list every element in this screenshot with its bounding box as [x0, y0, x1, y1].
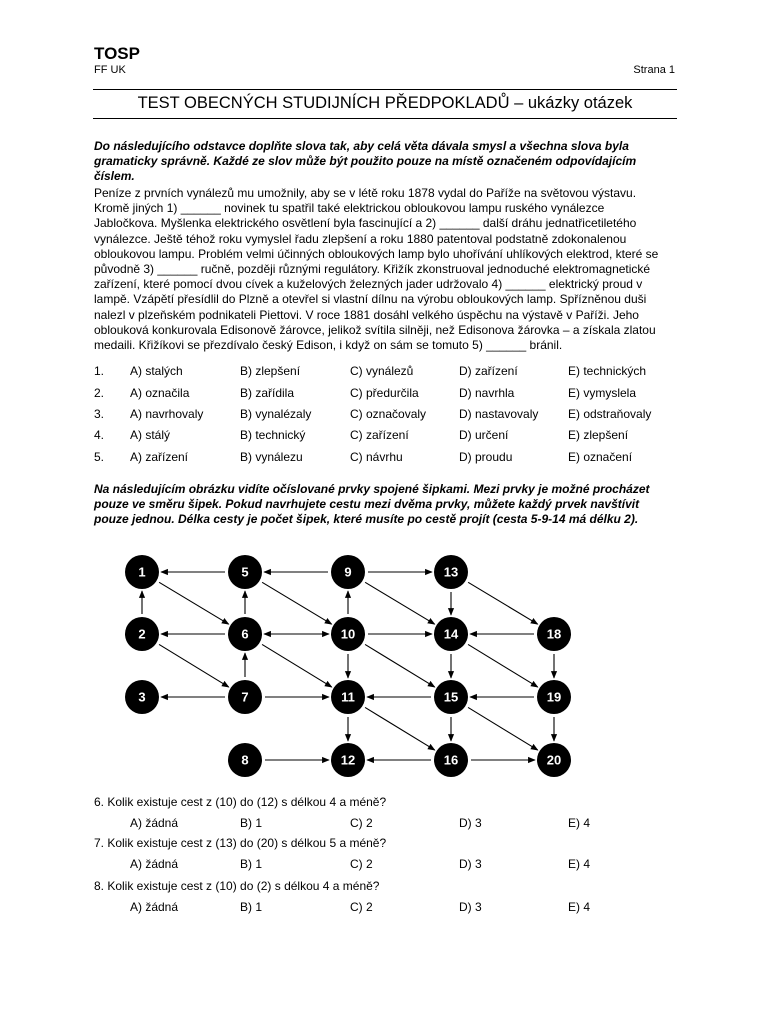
graph-node-1 — [125, 555, 159, 589]
option-e: E) označení — [568, 450, 633, 464]
option-d: D) 3 — [459, 816, 482, 830]
arrow-13-to-18 — [468, 582, 538, 624]
option-c: C) označovaly — [350, 407, 427, 421]
logo-text: TOSP — [94, 44, 140, 63]
option-b: B) 1 — [240, 816, 263, 830]
option-a: A) zařízení — [130, 450, 189, 464]
option-e: E) 4 — [568, 857, 591, 871]
option-d: D) nastavovaly — [459, 407, 539, 421]
row-number: 4. — [94, 428, 105, 442]
graph-node-3 — [125, 680, 159, 714]
option-b: B) technický — [240, 428, 306, 442]
arrow-9-to-14 — [365, 582, 435, 624]
section2-instruction: Na následujícím obrázku vidíte očíslované prvky spojené šipkami. Mezi prvky je možné procházet pouze ve směru šipek. Pokud navrhujete cestu mezi dvěma prvky, můžete každý prvek navštívit pouze jednou. Délka cesty je počet šipek, které musíte po cestě projít (cesta 5-9-14 má délku 2). — [94, 482, 650, 526]
node-label: 15 — [443, 689, 459, 705]
question-6: 6. Kolik existuje cest z (10) do (12) s délkou 4 a méně? — [94, 795, 387, 809]
option-b: B) zlepšení — [240, 364, 301, 378]
option-e: E) vymyslela — [568, 386, 637, 400]
option-a: A) stalých — [130, 364, 183, 378]
node-label: 7 — [241, 689, 249, 705]
option-a: A) žádná — [130, 857, 179, 871]
node-label: 14 — [443, 626, 459, 642]
row-number: 5. — [94, 450, 105, 464]
option-a: A) žádná — [130, 900, 179, 914]
option-a: A) stálý — [130, 428, 171, 442]
option-b: B) 1 — [240, 900, 263, 914]
node-label: 1 — [138, 564, 146, 580]
graph-node-2 — [125, 617, 159, 651]
option-a: A) žádná — [130, 816, 179, 830]
option-e: E) odstraňovaly — [568, 407, 652, 421]
arrow-6-to-11 — [262, 644, 332, 687]
node-label: 5 — [241, 564, 249, 580]
node-label: 8 — [241, 752, 249, 768]
node-label: 6 — [241, 626, 249, 642]
graph-node-9 — [331, 555, 365, 589]
graph-node-14 — [434, 617, 468, 651]
graph-node-20 — [537, 743, 571, 777]
graph-node-10 — [331, 617, 365, 651]
graph-edges — [142, 572, 554, 760]
option-c: C) vynálezů — [350, 364, 414, 378]
option-c: C) předurčila — [350, 386, 419, 400]
graph-node-13 — [434, 555, 468, 589]
option-c: C) zařízení — [350, 428, 409, 442]
section1-paragraph: Peníze z prvních vynálezů mu umožnily, aby se v létě roku 1878 vydal do Paříže na světovou výstavu. Kromě jiných 1) ______ novinek tu spatřil také elektrickou obloukovou lampu ruského vynálezce Jabločkova. Myšlenka elektrického osvětlení byla fascinující a 2) ______ další dráhu jednatřicetiletého vynálezce. Ještě téhož roku vymyslel řadu zlepšení a roku 1880 patentoval podstatně zdokonalenou obloukovou lampu. Problém velmi účinných obloukových lamp bylo uhořívání uhlíkových elektrod, které se původně 3) ______ ručně, později různými regulátory. Křižík zkonstruoval jednoduché elektromagnetické zařízení, které pomocí dvou cívek a kuželových železných jader udržovalo 4) ______ elektrický proud v lampě. Vzápětí přesídlil do Plzně a otevřel si vlastní dílnu na výrobu obloukových lamp. Spřízněnou duši nalezl v plzeňském podnikateli Piettovi. V roce 1881 dosáhl velkého úspěchu na výstavě v Paříži. Jeho oblouková konkurovala Edisonově žárovce, jelikož svítila silněji, než Edisonova žárovka – a získala zlatou medaili. Křižíkovi se přezdívalo český Edison, i když on sám se tomuto 5) ______ bránil. — [94, 186, 659, 353]
option-d: D) určení — [459, 428, 509, 442]
node-label: 2 — [138, 626, 146, 642]
graph-node-12 — [331, 743, 365, 777]
arrow-15-to-20 — [468, 707, 538, 750]
option-c: C) návrhu — [350, 450, 403, 464]
arrow-1-to-6 — [159, 582, 229, 624]
graph-node-8 — [228, 743, 262, 777]
arrow-14-to-19 — [468, 644, 538, 687]
row-number: 1. — [94, 364, 105, 378]
faculty-label: FF UK — [94, 64, 126, 76]
node-label: 20 — [546, 752, 562, 768]
question-7: 7. Kolik existuje cest z (13) do (20) s délkou 5 a méně? — [94, 836, 387, 850]
option-d: D) navrhla — [459, 386, 515, 400]
row-number: 2. — [94, 386, 105, 400]
graph-node-11 — [331, 680, 365, 714]
graph-node-18 — [537, 617, 571, 651]
graph-node-7 — [228, 680, 262, 714]
option-d: D) 3 — [459, 857, 482, 871]
arrow-2-to-7 — [159, 644, 229, 687]
graph-node-16 — [434, 743, 468, 777]
node-label: 16 — [443, 752, 459, 768]
option-d: D) proudu — [459, 450, 513, 464]
graph-node-6 — [228, 617, 262, 651]
option-b: B) vynálezu — [240, 450, 303, 464]
node-label: 3 — [138, 689, 146, 705]
row-number: 3. — [94, 407, 105, 421]
node-label: 13 — [443, 564, 459, 580]
option-d: D) 3 — [459, 900, 482, 914]
node-label: 11 — [341, 689, 355, 705]
arrow-10-to-15 — [365, 644, 435, 687]
section1-instruction: Do následujícího odstavce doplňte slova tak, aby celá věta dávala smysl a všechna slova byla gramaticky správně. Každé ze slov může být použito pouze na místě označeném odpovídajícím číslem. — [94, 139, 637, 183]
graph-node-19 — [537, 680, 571, 714]
option-a: A) navrhovaly — [130, 407, 204, 421]
option-e: E) zlepšení — [568, 428, 629, 442]
option-e: E) 4 — [568, 900, 591, 914]
arrow-11-to-16 — [365, 707, 435, 750]
node-label: 19 — [546, 689, 562, 705]
page-number: Strana 1 — [633, 64, 675, 76]
arrow-5-to-10 — [262, 582, 332, 624]
option-c: C) 2 — [350, 816, 373, 830]
option-e: E) 4 — [568, 816, 591, 830]
graph-node-15 — [434, 680, 468, 714]
node-label: 9 — [344, 564, 352, 580]
option-d: D) zařízení — [459, 364, 518, 378]
option-c: C) 2 — [350, 857, 373, 871]
graph-node-5 — [228, 555, 262, 589]
option-b: B) 1 — [240, 857, 263, 871]
option-e: E) technických — [568, 364, 647, 378]
node-label: 18 — [546, 626, 562, 642]
option-c: C) 2 — [350, 900, 373, 914]
question-8: 8. Kolik existuje cest z (10) do (2) s délkou 4 a méně? — [94, 879, 380, 893]
page-title: TEST OBECNÝCH STUDIJNÍCH PŘEDPOKLADŮ – ukázky otázek — [137, 94, 633, 112]
node-label: 12 — [340, 752, 356, 768]
option-b: B) vynalézaly — [240, 407, 312, 421]
option-a: A) označila — [130, 386, 190, 400]
node-label: 10 — [340, 626, 356, 642]
option-b: B) zařídila — [240, 386, 295, 400]
